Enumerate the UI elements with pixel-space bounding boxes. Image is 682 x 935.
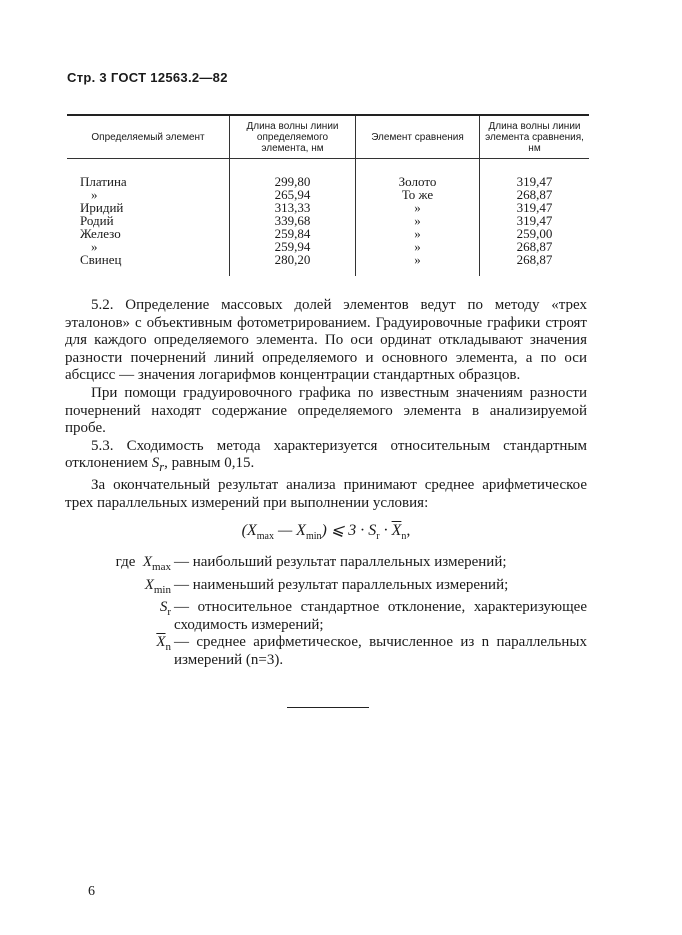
definition-text: — наименьший результат параллельных измерений; <box>174 576 509 593</box>
cell-wavelength: 339,68 <box>230 214 356 227</box>
cell-element: Свинец <box>67 253 230 276</box>
symbol-xmin: $X_{min}$ <box>144 576 171 596</box>
cell-element: » <box>67 240 230 253</box>
table-row <box>67 201 589 214</box>
cell-element: Иридий <box>67 201 230 214</box>
cell-wavelength: 299,80 <box>230 159 356 189</box>
paragraph-5-3: 5.3. Сходимость метода характеризуется относительным стандартным отклонением $S_r$, равным 0,15. <box>65 437 587 475</box>
page-number: 6 <box>88 884 95 899</box>
symbol-xmax: где $X_{max}$ <box>115 553 171 573</box>
body-text <box>65 297 587 669</box>
paragraph-final-result: За окончательный результат анализа принимают среднее арифметическое трех параллельных измерений при выполнении условия: <box>65 476 587 511</box>
col-header-ref-element: Элемент сравнения <box>356 115 480 159</box>
cell-element: Родий <box>67 214 230 227</box>
table-row <box>67 214 589 227</box>
col-header-wavelength: Длина волны линии определяемого элемента, нм <box>230 115 356 159</box>
cell-ref-element: Золото <box>356 159 480 189</box>
table-row <box>67 227 589 240</box>
definition-row <box>65 599 587 634</box>
cell-wavelength: 313,33 <box>230 201 356 214</box>
definition-text: — среднее арифметическое, вычисленное из n параллельных измерений (n=3). <box>174 634 587 668</box>
cell-ref-wavelength: 319,47 <box>516 200 553 215</box>
cell-wavelength: 280,20 <box>230 253 356 276</box>
table-row <box>67 188 589 201</box>
table-row <box>67 159 589 189</box>
cell-ref-wavelength: 268,87 <box>516 239 553 254</box>
col-header-ref-wavelength: Длина волны линии элемента сравнения, нм <box>480 115 590 159</box>
paragraph-calibration: При помощи градуировочного графика по известным значениям разности почернений находят содержание определяемого элемента в анализируемой пробе. <box>65 384 587 437</box>
paragraph-5-2: 5.2. Определение массовых долей элементов ведут по методу «трех эталонов» с объективным фотометрированием. Градуировочные графики строят для каждого определяемого элемента. По оси ординат откладывают значения разности почернений линий определяемого и основного элемента, а по оси абсцисс — значения логарифмов концентрации стандартных образцов. <box>65 297 587 384</box>
table-row <box>67 253 589 276</box>
cell-ref-wavelength: 319,47 <box>516 174 553 189</box>
definition-text: — наибольший результат параллельных измерений; <box>174 553 507 570</box>
cell-element: Железо <box>67 227 230 240</box>
table-row <box>67 240 589 253</box>
cell-ref-wavelength: 268,87 <box>516 252 553 267</box>
cell-ref-element: » <box>356 240 480 253</box>
section-end-rule <box>287 707 369 708</box>
wavelength-table <box>67 114 589 276</box>
cell-element: » <box>67 188 230 201</box>
symbol-sr: $S_r$ <box>159 599 171 619</box>
definition-row <box>65 634 587 669</box>
cell-ref-wavelength: 259,00 <box>516 226 553 241</box>
symbol-definitions <box>65 554 587 670</box>
where-label: где <box>115 553 136 570</box>
convergence-formula: ($X_{max}$ — $X_{min}$) ⩽ $3 \cdot S_r \cdot \overline{X}_n$, <box>241 522 411 543</box>
cell-ref-element: » <box>356 214 480 227</box>
page-header: Стр. 3 ГОСТ 12563.2—82 <box>67 70 228 85</box>
cell-wavelength: 265,94 <box>230 188 356 201</box>
cell-ref-element: » <box>356 253 480 276</box>
definition-row <box>65 554 587 577</box>
cell-element: Платина <box>67 159 230 189</box>
cell-ref-wavelength: 268,87 <box>516 187 553 202</box>
table-header-row <box>67 115 589 159</box>
cell-wavelength: 259,84 <box>230 227 356 240</box>
p3-start: 5.3. Сходимость метода характеризуется относительным стандартным отклонением <box>65 437 587 472</box>
cell-ref-wavelength: 319,47 <box>516 213 553 228</box>
cell-wavelength: 259,94 <box>230 240 356 253</box>
cell-ref-element: » <box>356 227 480 240</box>
definition-text: — относительное стандартное отклонение, характеризующее сходимость измерений; <box>174 599 587 633</box>
p3-end: , равным 0,15. <box>164 455 255 472</box>
definition-row <box>65 577 587 600</box>
cell-ref-element: » <box>356 201 480 214</box>
cell-ref-element: То же <box>356 188 480 201</box>
symbol-xn-bar: $\overline{X}_n$ <box>156 634 171 654</box>
col-header-element: Определяемый элемент <box>67 115 230 159</box>
